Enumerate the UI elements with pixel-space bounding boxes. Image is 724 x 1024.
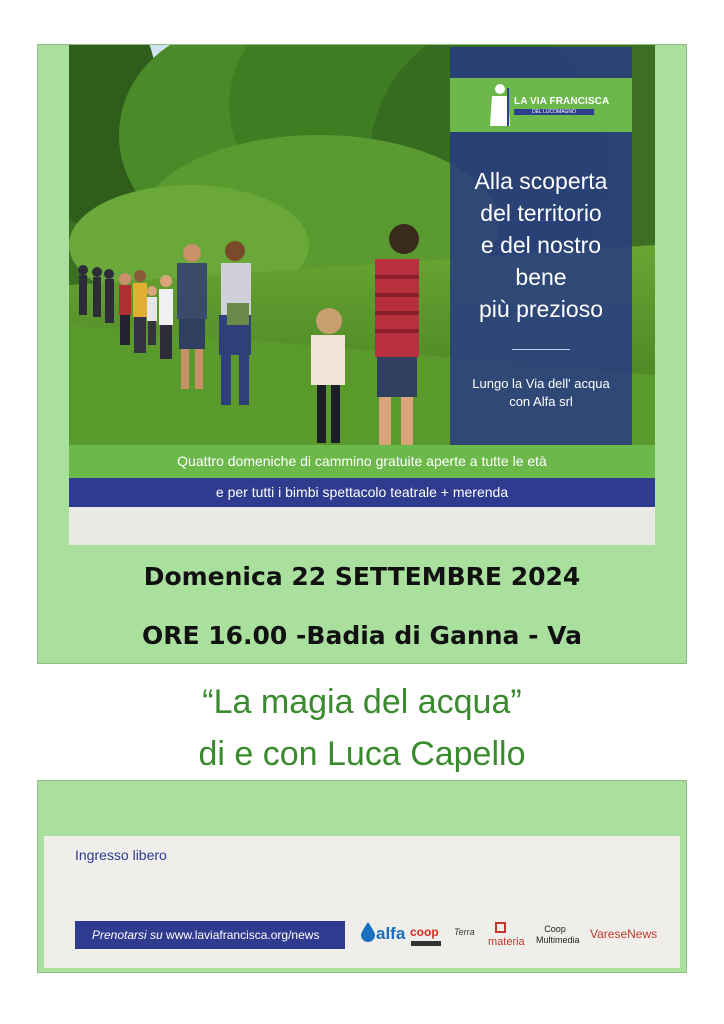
show-author: di e con Luca Capello <box>198 735 526 773</box>
kids-banner: e per tutti i bimbi spettacolo teatrale + merenda <box>69 478 655 507</box>
banner-footer-strip <box>69 507 655 545</box>
booking-prefix: Prenotarsi su <box>92 928 163 942</box>
headline-line: e del nostro <box>480 232 602 258</box>
panel-subtitle-line: Lungo la Via dell' acqua <box>472 376 610 391</box>
booking-url-link[interactable]: www.laviafrancisca.org/news <box>166 928 320 942</box>
panel-divider <box>512 349 570 350</box>
event-time-place: ORE 16.00 -Badia di Ganna - Va <box>141 621 583 650</box>
coop-logo-bar <box>411 941 441 946</box>
headline-line: più prezioso <box>478 296 604 322</box>
panel-subtitle <box>452 375 630 411</box>
materia-logo-icon <box>495 922 506 933</box>
free-entry-text: Ingresso libero <box>75 847 167 863</box>
panel-subtitle-line: con Alfa srl <box>509 394 573 409</box>
sponsor-varesenews-logo: VareseNews <box>590 927 658 941</box>
coop-multimedia-line: Multimedia <box>536 935 580 945</box>
sponsor-materia-logo: materia <box>488 936 525 948</box>
booking-bar[interactable] <box>75 921 345 949</box>
sponsor-coop-multimedia-logo <box>536 924 580 946</box>
pilgrim-logo-icon <box>488 82 512 128</box>
logo-title: LA VIA FRANCISCA <box>514 96 610 107</box>
show-title: “La magia del acqua” <box>202 683 522 721</box>
coop-multimedia-line: Coop <box>544 924 566 934</box>
logo-subtitle: DEL LUCOMAGNO <box>514 109 594 115</box>
sponsor-terra-logo: Terra <box>454 927 475 937</box>
sponsor-coop-logo: coop <box>410 925 439 939</box>
water-drop-icon <box>361 922 375 942</box>
headline <box>452 165 630 325</box>
headline-line: del territorio <box>480 200 602 226</box>
walks-banner: Quattro domeniche di cammino gratuite aperte a tutte le età <box>69 445 655 478</box>
sponsor-alfa-logo: alfa <box>376 924 406 943</box>
headline-line: bene <box>515 264 567 290</box>
headline-line: Alla scoperta <box>474 168 608 194</box>
event-date: Domenica 22 SETTEMBRE 2024 <box>143 562 581 591</box>
